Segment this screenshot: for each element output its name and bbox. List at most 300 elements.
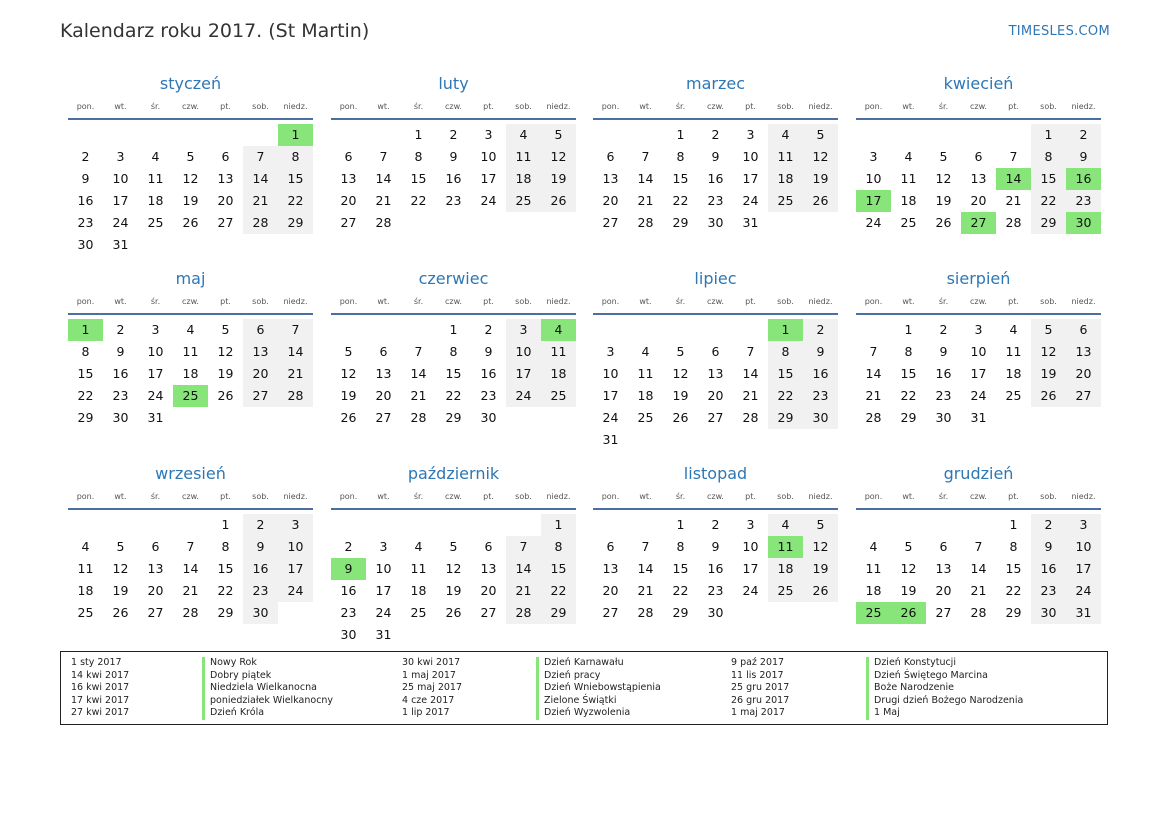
weekend-day-cell: 23 xyxy=(1066,190,1101,212)
weekend-day-cell: 15 xyxy=(1031,168,1066,190)
day-cell: 26 xyxy=(182,215,199,230)
holiday-day-cell: 11 xyxy=(768,536,803,558)
legend-date: 14 kwi 2017 xyxy=(71,669,130,681)
day-cell: 25 xyxy=(1005,388,1022,403)
weekend-day-cell: 24 xyxy=(278,580,313,602)
day-cell: 1 xyxy=(221,517,230,532)
month-name: wrzesień xyxy=(155,464,226,483)
weekend-day-cell: 11 xyxy=(506,146,541,168)
weekend-day-cell: 15 xyxy=(278,168,313,190)
day-cell: 13 xyxy=(375,366,392,381)
day-cell: 7 xyxy=(869,344,878,359)
day-cell: 8 xyxy=(676,149,685,164)
legend-holiday-name: Dzień Wyzwolenia xyxy=(536,707,661,720)
holiday-day-cell: 1 xyxy=(768,319,803,341)
day-cell: 22 xyxy=(410,193,427,208)
day-cell: 26 xyxy=(445,605,462,620)
legend-holiday-name: Dzień Świętego Marcina xyxy=(866,670,1023,683)
legend-date: 1 maj 2017 xyxy=(731,707,785,719)
day-cell: 6 xyxy=(606,539,615,554)
day-cell: 12 xyxy=(672,366,689,381)
weekday-label: pt. xyxy=(483,492,494,501)
weekend-day-cell: 22 xyxy=(768,385,803,407)
legend-date-column xyxy=(402,657,462,720)
weekend-day-cell: 25 xyxy=(768,580,803,602)
day-cell: 10 xyxy=(865,171,882,186)
weekday-header xyxy=(593,98,838,120)
holiday-day-cell: 16 xyxy=(1066,168,1101,190)
weekday-header xyxy=(68,293,313,315)
weekend-day-cell: 25 xyxy=(768,190,803,212)
day-grid xyxy=(593,514,838,646)
legend-holiday-name: Dzień pracy xyxy=(536,670,661,683)
day-cell: 23 xyxy=(707,193,724,208)
legend-date: 25 gru 2017 xyxy=(731,682,790,694)
day-cell: 8 xyxy=(414,149,423,164)
day-cell: 9 xyxy=(711,539,720,554)
day-cell: 17 xyxy=(742,171,759,186)
day-cell: 17 xyxy=(742,561,759,576)
day-cell: 9 xyxy=(939,344,948,359)
weekday-label: czw. xyxy=(445,102,462,111)
holiday-day-cell: 27 xyxy=(961,212,996,234)
weekday-header xyxy=(856,293,1101,315)
day-cell: 16 xyxy=(480,366,497,381)
day-cell: 21 xyxy=(637,583,654,598)
weekday-label: sob. xyxy=(1040,492,1057,501)
weekend-day-cell: 13 xyxy=(243,341,278,363)
day-cell: 24 xyxy=(480,193,497,208)
day-cell: 2 xyxy=(449,127,458,142)
weekend-day-cell: 7 xyxy=(506,536,541,558)
weekend-day-cell: 6 xyxy=(243,319,278,341)
legend-holiday-name: poniedziałek Wielkanocny xyxy=(202,695,333,708)
weekday-label: śr. xyxy=(150,492,161,501)
weekend-day-cell: 30 xyxy=(803,407,838,429)
day-cell: 17 xyxy=(480,171,497,186)
day-cell: 1 xyxy=(1009,517,1018,532)
weekend-day-cell: 9 xyxy=(243,536,278,558)
weekend-day-cell: 18 xyxy=(768,558,803,580)
month-name: grudzień xyxy=(943,464,1014,483)
day-grid xyxy=(68,124,313,256)
day-cell: 14 xyxy=(637,171,654,186)
weekday-label: pt. xyxy=(745,102,756,111)
day-cell: 30 xyxy=(480,410,497,425)
legend-date-column xyxy=(71,657,129,720)
day-cell: 11 xyxy=(1005,344,1022,359)
day-grid xyxy=(68,319,313,451)
day-cell: 13 xyxy=(147,561,164,576)
holiday-day-cell: 1 xyxy=(68,319,103,341)
day-cell: 20 xyxy=(217,193,234,208)
weekend-day-cell: 16 xyxy=(243,558,278,580)
site-link[interactable]: TIMESLES.COM xyxy=(1008,24,1110,39)
weekday-label: śr. xyxy=(413,297,424,306)
weekend-day-cell: 17 xyxy=(506,363,541,385)
day-cell: 30 xyxy=(935,410,952,425)
weekend-day-cell: 2 xyxy=(1031,514,1066,536)
weekend-day-cell: 9 xyxy=(1031,536,1066,558)
day-cell: 15 xyxy=(900,366,917,381)
day-cell: 18 xyxy=(637,388,654,403)
weekend-day-cell: 1 xyxy=(541,514,576,536)
weekend-day-cell: 29 xyxy=(278,212,313,234)
day-cell: 21 xyxy=(375,193,392,208)
day-cell: 31 xyxy=(375,627,392,642)
legend-holiday-name: 1 Maj xyxy=(866,707,1023,720)
day-cell: 14 xyxy=(865,366,882,381)
weekend-day-cell: 29 xyxy=(541,602,576,624)
day-cell: 5 xyxy=(344,344,353,359)
weekday-label: wt. xyxy=(639,297,652,306)
weekend-day-cell: 10 xyxy=(1066,536,1101,558)
day-cell: 4 xyxy=(186,322,195,337)
legend-holiday-name: Nowy Rok xyxy=(202,657,333,670)
day-cell: 28 xyxy=(970,605,987,620)
day-cell: 11 xyxy=(865,561,882,576)
day-cell: 4 xyxy=(414,539,423,554)
day-cell: 17 xyxy=(147,366,164,381)
month-block xyxy=(68,269,313,451)
weekday-label: sob. xyxy=(515,297,532,306)
day-cell: 15 xyxy=(77,366,94,381)
day-cell: 2 xyxy=(711,127,720,142)
day-cell: 5 xyxy=(449,539,458,554)
weekday-header xyxy=(68,488,313,510)
weekend-day-cell: 5 xyxy=(1031,319,1066,341)
weekend-day-cell: 23 xyxy=(1031,580,1066,602)
weekend-day-cell: 4 xyxy=(506,124,541,146)
weekday-label: czw. xyxy=(970,492,987,501)
weekend-day-cell: 16 xyxy=(803,363,838,385)
weekday-header xyxy=(856,98,1101,120)
day-cell: 21 xyxy=(637,193,654,208)
weekday-label: pt. xyxy=(220,102,231,111)
weekday-header xyxy=(331,488,576,510)
day-cell: 25 xyxy=(900,215,917,230)
day-cell: 21 xyxy=(742,388,759,403)
day-cell: 10 xyxy=(480,149,497,164)
weekday-label: pt. xyxy=(1008,492,1019,501)
weekend-day-cell: 8 xyxy=(541,536,576,558)
day-cell: 1 xyxy=(904,322,913,337)
legend-date: 17 kwi 2017 xyxy=(71,694,130,706)
weekend-day-cell: 29 xyxy=(1031,212,1066,234)
day-cell: 14 xyxy=(410,366,427,381)
weekend-day-cell: 9 xyxy=(803,341,838,363)
day-cell: 9 xyxy=(449,149,458,164)
day-cell: 28 xyxy=(375,215,392,230)
day-cell: 9 xyxy=(116,344,125,359)
day-cell: 12 xyxy=(112,561,129,576)
weekday-label: śr. xyxy=(413,492,424,501)
day-cell: 5 xyxy=(221,322,230,337)
day-cell: 19 xyxy=(112,583,129,598)
day-cell: 20 xyxy=(970,193,987,208)
day-cell: 12 xyxy=(340,366,357,381)
weekend-day-cell: 21 xyxy=(243,190,278,212)
day-cell: 2 xyxy=(81,149,90,164)
day-cell: 4 xyxy=(151,149,160,164)
day-cell: 2 xyxy=(344,539,353,554)
holiday-day-cell: 17 xyxy=(856,190,891,212)
day-cell: 18 xyxy=(77,583,94,598)
weekday-label: sob. xyxy=(515,492,532,501)
day-cell: 12 xyxy=(445,561,462,576)
day-cell: 23 xyxy=(112,388,129,403)
weekday-label: pon. xyxy=(864,492,883,501)
legend-date: 4 cze 2017 xyxy=(402,694,455,706)
day-cell: 27 xyxy=(602,605,619,620)
day-cell: 29 xyxy=(77,410,94,425)
weekend-day-cell: 1 xyxy=(1031,124,1066,146)
weekend-day-cell: 6 xyxy=(1066,319,1101,341)
weekend-day-cell: 15 xyxy=(541,558,576,580)
day-cell: 6 xyxy=(974,149,983,164)
day-cell: 26 xyxy=(935,215,952,230)
weekend-day-cell: 30 xyxy=(1031,602,1066,624)
day-cell: 25 xyxy=(410,605,427,620)
legend-holiday-name: Dobry piątek xyxy=(202,670,333,683)
day-cell: 26 xyxy=(112,605,129,620)
day-cell: 26 xyxy=(672,410,689,425)
weekend-day-cell: 3 xyxy=(278,514,313,536)
weekday-label: niedz. xyxy=(283,102,308,111)
day-grid xyxy=(593,124,838,256)
day-cell: 11 xyxy=(410,561,427,576)
day-cell: 16 xyxy=(340,583,357,598)
day-cell: 5 xyxy=(186,149,195,164)
day-grid xyxy=(331,319,576,451)
month-name: październik xyxy=(407,464,500,483)
day-cell: 23 xyxy=(707,583,724,598)
weekend-day-cell: 19 xyxy=(803,168,838,190)
weekday-label: sob. xyxy=(252,492,269,501)
month-block xyxy=(593,74,838,256)
day-cell: 6 xyxy=(711,344,720,359)
day-cell: 21 xyxy=(410,388,427,403)
day-cell: 27 xyxy=(602,215,619,230)
day-cell: 8 xyxy=(221,539,230,554)
weekday-label: pon. xyxy=(864,102,883,111)
day-cell: 23 xyxy=(77,215,94,230)
day-cell: 27 xyxy=(707,410,724,425)
day-cell: 23 xyxy=(935,388,952,403)
weekday-label: pon. xyxy=(864,297,883,306)
day-cell: 29 xyxy=(900,410,917,425)
weekend-day-cell: 2 xyxy=(1066,124,1101,146)
day-cell: 27 xyxy=(375,410,392,425)
month-name: luty xyxy=(438,74,469,93)
day-cell: 3 xyxy=(869,149,878,164)
day-cell: 8 xyxy=(904,344,913,359)
day-cell: 22 xyxy=(217,583,234,598)
holiday-day-cell: 25 xyxy=(856,602,891,624)
day-cell: 27 xyxy=(480,605,497,620)
weekend-day-cell: 17 xyxy=(1066,558,1101,580)
day-cell: 31 xyxy=(970,410,987,425)
day-cell: 20 xyxy=(480,583,497,598)
weekend-day-cell: 5 xyxy=(541,124,576,146)
weekday-label: pt. xyxy=(745,492,756,501)
weekend-day-cell: 2 xyxy=(243,514,278,536)
day-cell: 7 xyxy=(641,149,650,164)
day-cell: 14 xyxy=(970,561,987,576)
weekday-label: sob. xyxy=(252,297,269,306)
day-cell: 6 xyxy=(151,539,160,554)
legend-holiday-name: Drugi dzień Bożego Narodzenia xyxy=(866,695,1023,708)
day-cell: 7 xyxy=(641,539,650,554)
day-cell: 1 xyxy=(676,517,685,532)
day-cell: 16 xyxy=(112,366,129,381)
weekend-day-cell: 24 xyxy=(1066,580,1101,602)
weekday-label: pon. xyxy=(601,102,620,111)
day-cell: 21 xyxy=(865,388,882,403)
weekend-day-cell: 27 xyxy=(243,385,278,407)
day-cell: 5 xyxy=(904,539,913,554)
day-cell: 9 xyxy=(711,149,720,164)
weekend-day-cell: 19 xyxy=(1031,363,1066,385)
day-cell: 7 xyxy=(974,539,983,554)
day-cell: 2 xyxy=(939,322,948,337)
weekday-label: niedz. xyxy=(283,297,308,306)
weekend-day-cell: 28 xyxy=(243,212,278,234)
weekday-label: sob. xyxy=(777,492,794,501)
month-block xyxy=(856,464,1101,646)
day-cell: 24 xyxy=(865,215,882,230)
day-cell: 6 xyxy=(344,149,353,164)
day-cell: 19 xyxy=(900,583,917,598)
day-cell: 30 xyxy=(707,215,724,230)
weekday-label: niedz. xyxy=(546,492,571,501)
weekday-label: pon. xyxy=(76,102,95,111)
day-cell: 16 xyxy=(935,366,952,381)
weekday-label: wt. xyxy=(902,297,915,306)
weekend-day-cell: 22 xyxy=(278,190,313,212)
weekday-label: niedz. xyxy=(283,492,308,501)
day-cell: 4 xyxy=(869,539,878,554)
weekday-label: sob. xyxy=(252,102,269,111)
day-cell: 28 xyxy=(865,410,882,425)
weekday-label: wt. xyxy=(114,102,127,111)
day-cell: 12 xyxy=(182,171,199,186)
month-block xyxy=(856,74,1101,256)
month-name: listopad xyxy=(683,464,748,483)
weekend-day-cell: 13 xyxy=(1066,341,1101,363)
day-cell: 8 xyxy=(676,539,685,554)
day-cell: 8 xyxy=(81,344,90,359)
month-name: styczeń xyxy=(159,74,222,93)
weekend-day-cell: 26 xyxy=(803,190,838,212)
day-grid xyxy=(856,319,1101,451)
weekend-day-cell: 18 xyxy=(541,363,576,385)
weekday-label: pon. xyxy=(601,297,620,306)
weekday-label: wt. xyxy=(639,492,652,501)
day-cell: 13 xyxy=(217,171,234,186)
day-cell: 22 xyxy=(1005,583,1022,598)
weekday-label: śr. xyxy=(675,297,686,306)
weekday-label: śr. xyxy=(938,102,949,111)
day-cell: 15 xyxy=(410,171,427,186)
weekend-day-cell: 15 xyxy=(768,363,803,385)
day-cell: 29 xyxy=(672,605,689,620)
day-cell: 1 xyxy=(676,127,685,142)
day-cell: 23 xyxy=(445,193,462,208)
day-cell: 1 xyxy=(449,322,458,337)
day-cell: 13 xyxy=(935,561,952,576)
legend-holiday-name: Dzień Wniebowstąpienia xyxy=(536,682,661,695)
day-cell: 20 xyxy=(707,388,724,403)
weekday-label: niedz. xyxy=(808,297,833,306)
weekday-label: niedz. xyxy=(808,102,833,111)
weekend-day-cell: 5 xyxy=(803,514,838,536)
day-cell: 7 xyxy=(379,149,388,164)
weekend-day-cell: 25 xyxy=(541,385,576,407)
day-cell: 29 xyxy=(445,410,462,425)
day-cell: 6 xyxy=(939,539,948,554)
day-cell: 28 xyxy=(637,605,654,620)
weekend-day-cell: 18 xyxy=(506,168,541,190)
weekend-day-cell: 28 xyxy=(278,385,313,407)
weekday-label: wt. xyxy=(377,102,390,111)
weekday-label: śr. xyxy=(675,492,686,501)
day-cell: 29 xyxy=(672,215,689,230)
day-cell: 6 xyxy=(379,344,388,359)
weekend-day-cell: 10 xyxy=(278,536,313,558)
weekday-label: pon. xyxy=(601,492,620,501)
day-cell: 23 xyxy=(480,388,497,403)
weekend-day-cell: 26 xyxy=(1031,385,1066,407)
day-cell: 27 xyxy=(147,605,164,620)
day-cell: 31 xyxy=(742,215,759,230)
day-cell: 28 xyxy=(1005,215,1022,230)
month-block xyxy=(331,74,576,256)
holiday-day-cell: 25 xyxy=(173,385,208,407)
day-cell: 3 xyxy=(746,517,755,532)
day-cell: 7 xyxy=(746,344,755,359)
weekend-day-cell: 9 xyxy=(1066,146,1101,168)
weekday-label: pt. xyxy=(1008,102,1019,111)
month-name: marzec xyxy=(685,74,745,93)
day-cell: 12 xyxy=(900,561,917,576)
month-block xyxy=(68,74,313,256)
day-cell: 3 xyxy=(606,344,615,359)
weekday-label: niedz. xyxy=(1071,297,1096,306)
weekday-label: czw. xyxy=(445,492,462,501)
weekday-label: sob. xyxy=(777,102,794,111)
legend-holiday-name: Boże Narodzenie xyxy=(866,682,1023,695)
weekday-label: śr. xyxy=(150,297,161,306)
weekend-day-cell: 4 xyxy=(768,124,803,146)
weekend-day-cell: 27 xyxy=(1066,385,1101,407)
day-cell: 18 xyxy=(410,583,427,598)
day-cell: 5 xyxy=(676,344,685,359)
day-cell: 4 xyxy=(641,344,650,359)
day-cell: 16 xyxy=(445,171,462,186)
legend-date: 25 maj 2017 xyxy=(402,682,463,694)
day-cell: 8 xyxy=(449,344,458,359)
month-name: lipiec xyxy=(694,269,737,288)
day-cell: 1 xyxy=(414,127,423,142)
weekend-day-cell: 20 xyxy=(1066,363,1101,385)
weekday-header xyxy=(68,98,313,120)
day-cell: 19 xyxy=(217,366,234,381)
weekend-day-cell: 14 xyxy=(278,341,313,363)
legend-date: 27 kwi 2017 xyxy=(71,707,130,719)
weekend-day-cell: 14 xyxy=(243,168,278,190)
day-cell: 14 xyxy=(637,561,654,576)
